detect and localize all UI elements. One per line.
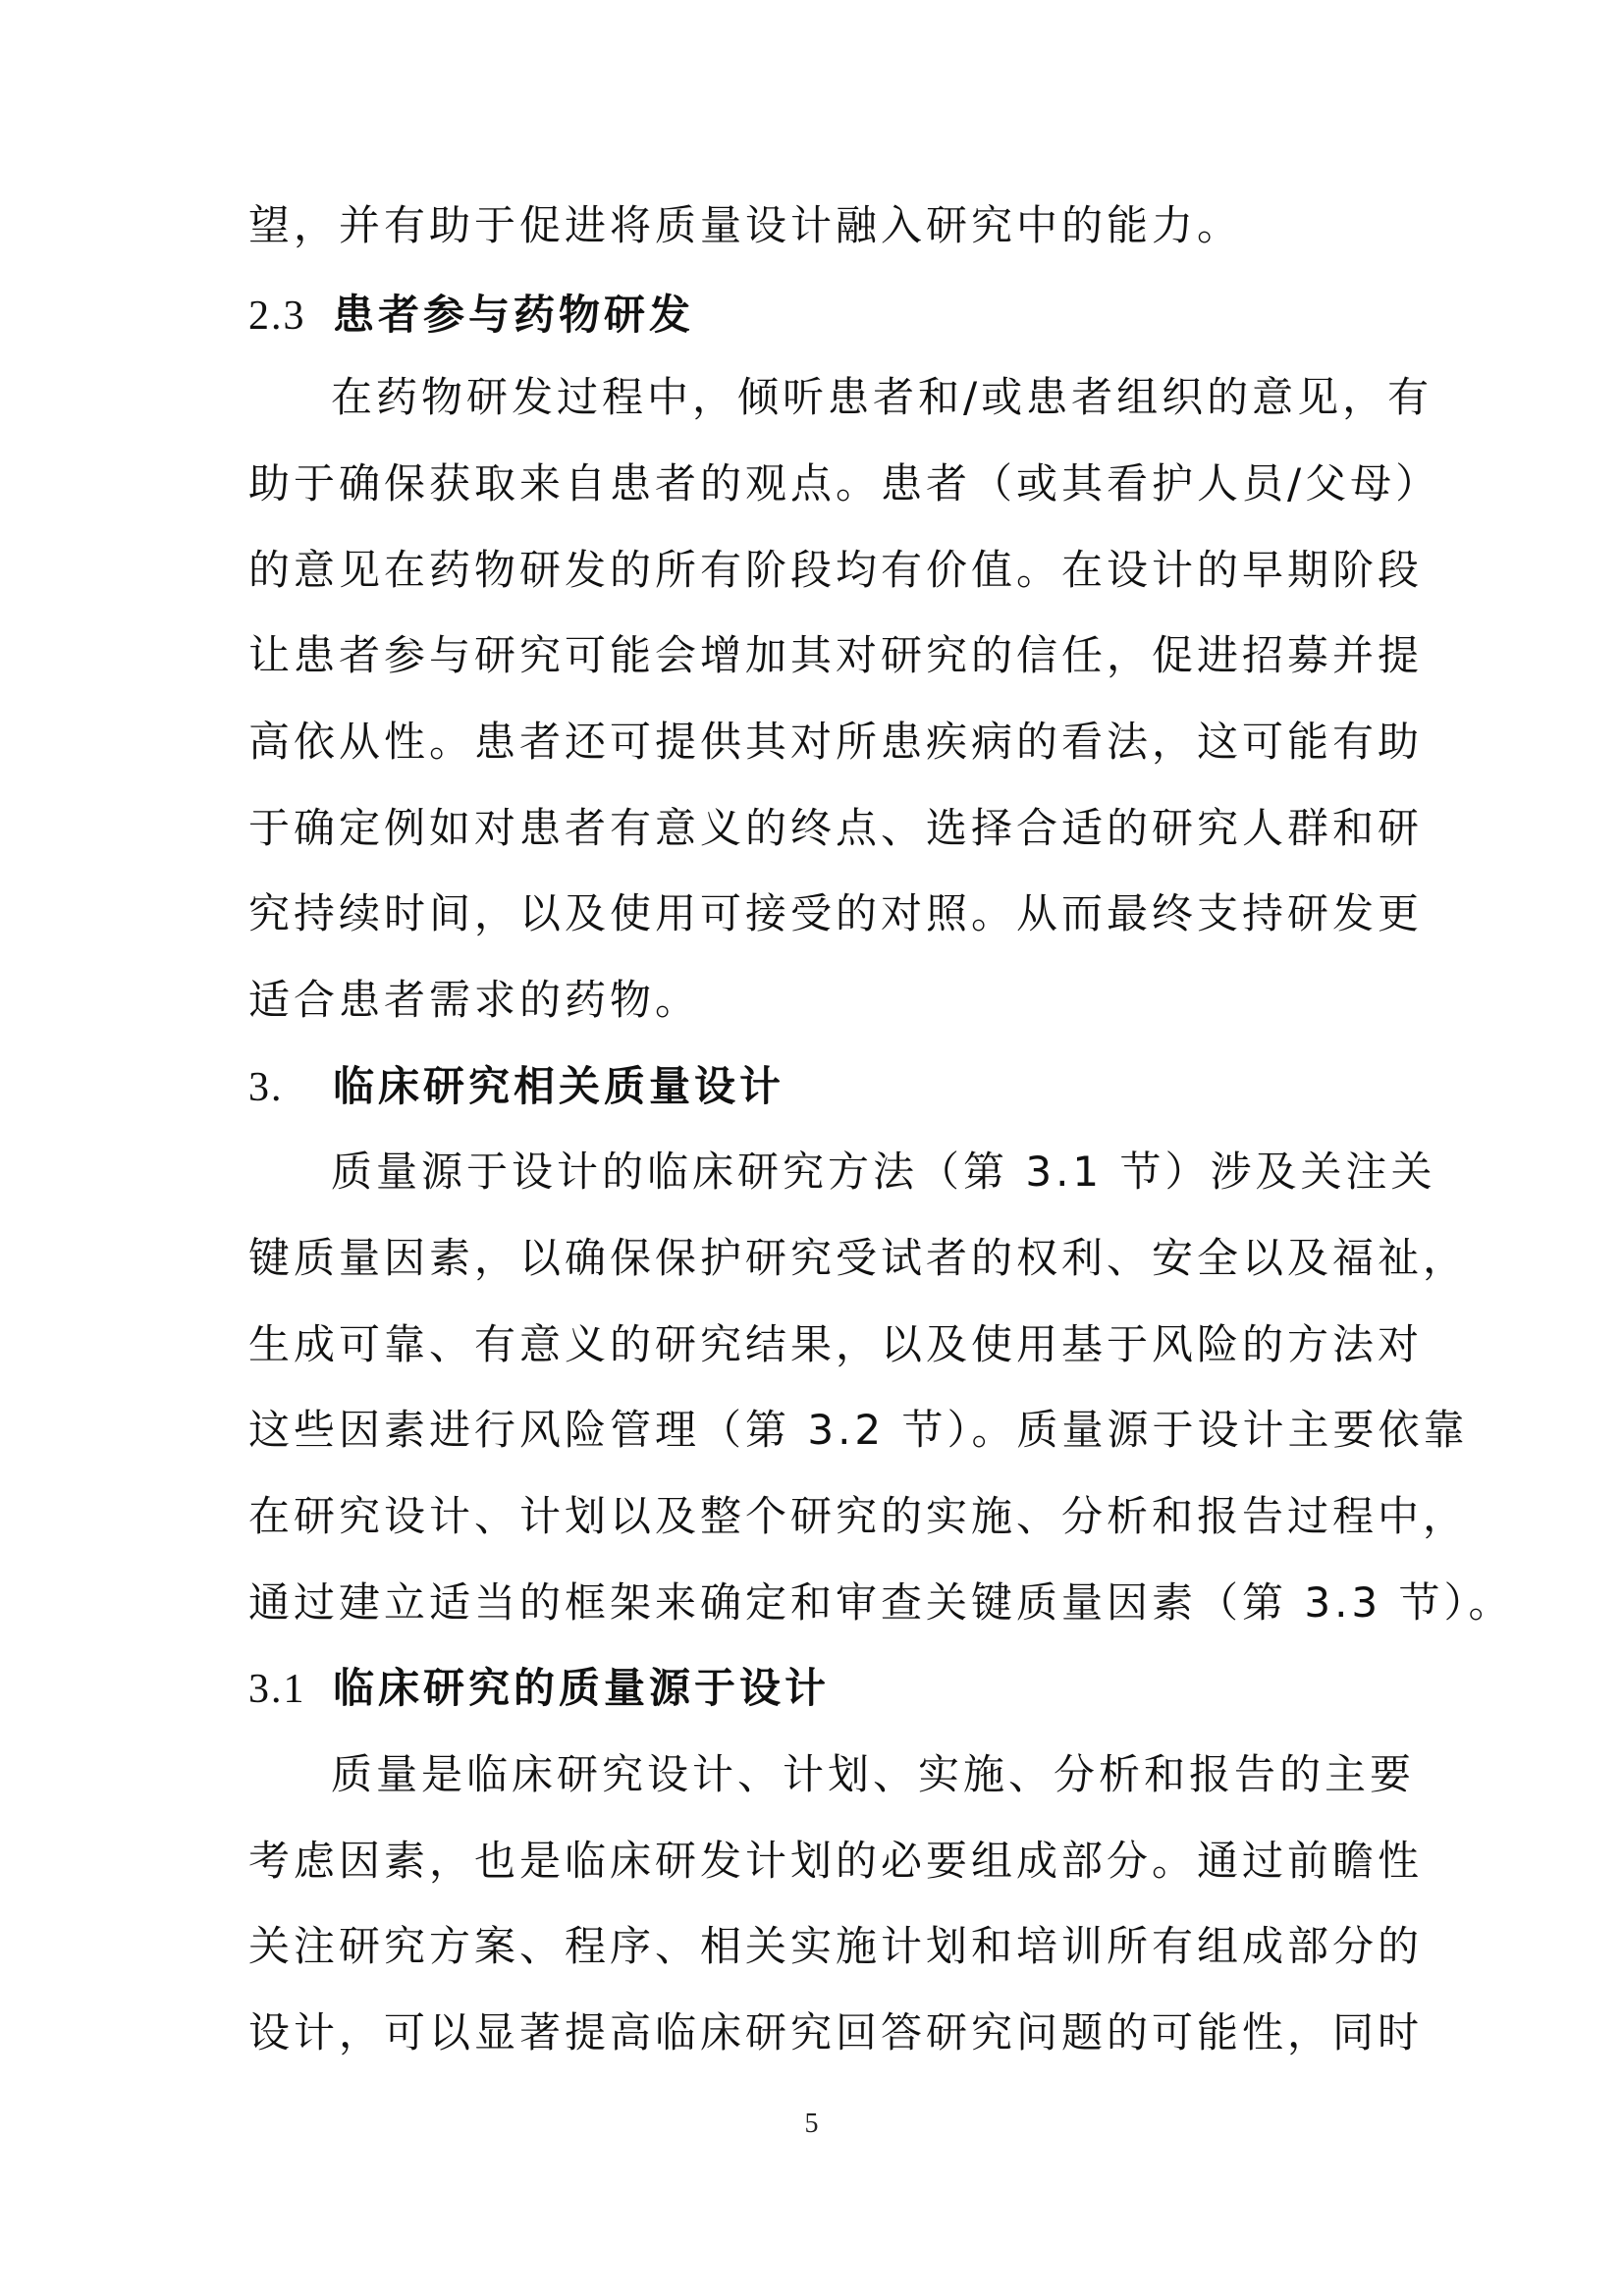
paragraph-line: 关注研究方案、程序、相关实施计划和培训所有组成部分的 bbox=[248, 1922, 1424, 1970]
paragraph-line: 这些因素进行风险管理（第 3.2 节）。质量源于设计主要依靠 bbox=[248, 1406, 1469, 1454]
paragraph-line: 助于确保获取来自患者的观点。患者（或其看护人员/父母） bbox=[248, 459, 1441, 507]
section-heading-2-3 bbox=[248, 288, 694, 343]
paragraph-line: 质量源于设计的临床研究方法（第 3.1 节）涉及关注关 bbox=[331, 1148, 1436, 1196]
paragraph-line: 望，并有助于促进将质量设计融入研究中的能力。 bbox=[248, 201, 1243, 249]
paragraph-line: 考虑因素，也是临床研发计划的必要组成部分。通过前瞻性 bbox=[248, 1837, 1424, 1885]
section-title: 临床研究相关质量设计 bbox=[333, 1062, 785, 1110]
section-heading-3 bbox=[248, 1059, 784, 1114]
paragraph-line: 键质量因素，以确保保护研究受试者的权利、安全以及福祉， bbox=[248, 1234, 1469, 1282]
paragraph-line: 生成可靠、有意义的研究结果，以及使用基于风险的方法对 bbox=[248, 1320, 1424, 1368]
section-title: 临床研究的质量源于设计 bbox=[333, 1664, 831, 1712]
paragraph-line: 质量是临床研究设计、计划、实施、分析和报告的主要 bbox=[331, 1750, 1416, 1798]
section-number: 2.3 bbox=[248, 294, 306, 339]
section-title: 患者参与药物研发 bbox=[333, 291, 695, 339]
paragraph-line: 在药物研发过程中，倾听患者和/或患者组织的意见，有 bbox=[331, 373, 1434, 421]
section-number: 3.1 bbox=[248, 1667, 306, 1712]
paragraph-line: 的意见在药物研发的所有阶段均有价值。在设计的早期阶段 bbox=[248, 546, 1424, 594]
section-heading-3-1 bbox=[248, 1661, 830, 1716]
paragraph-line: 让患者参与研究可能会增加其对研究的信任，促进招募并提 bbox=[248, 631, 1424, 679]
paragraph-line: 适合患者需求的药物。 bbox=[248, 976, 701, 1024]
paragraph-line: 在研究设计、计划以及整个研究的实施、分析和报告过程中， bbox=[248, 1492, 1469, 1540]
paragraph-line: 究持续时间，以及使用可接受的对照。从而最终支持研发更 bbox=[248, 889, 1424, 937]
paragraph-line: 高依从性。患者还可提供其对所患疾病的看法，这可能有助 bbox=[248, 718, 1424, 766]
paragraph-line: 设计，可以显著提高临床研究回答研究问题的可能性，同时 bbox=[248, 2008, 1424, 2056]
page-number: 5 bbox=[804, 2109, 819, 2139]
paragraph-line: 于确定例如对患者有意义的终点、选择合适的研究人群和研 bbox=[248, 804, 1424, 852]
paragraph-line: 通过建立适当的框架来确定和审查关键质量因素（第 3.3 节）。 bbox=[248, 1578, 1514, 1627]
section-number: 3. bbox=[248, 1065, 284, 1110]
